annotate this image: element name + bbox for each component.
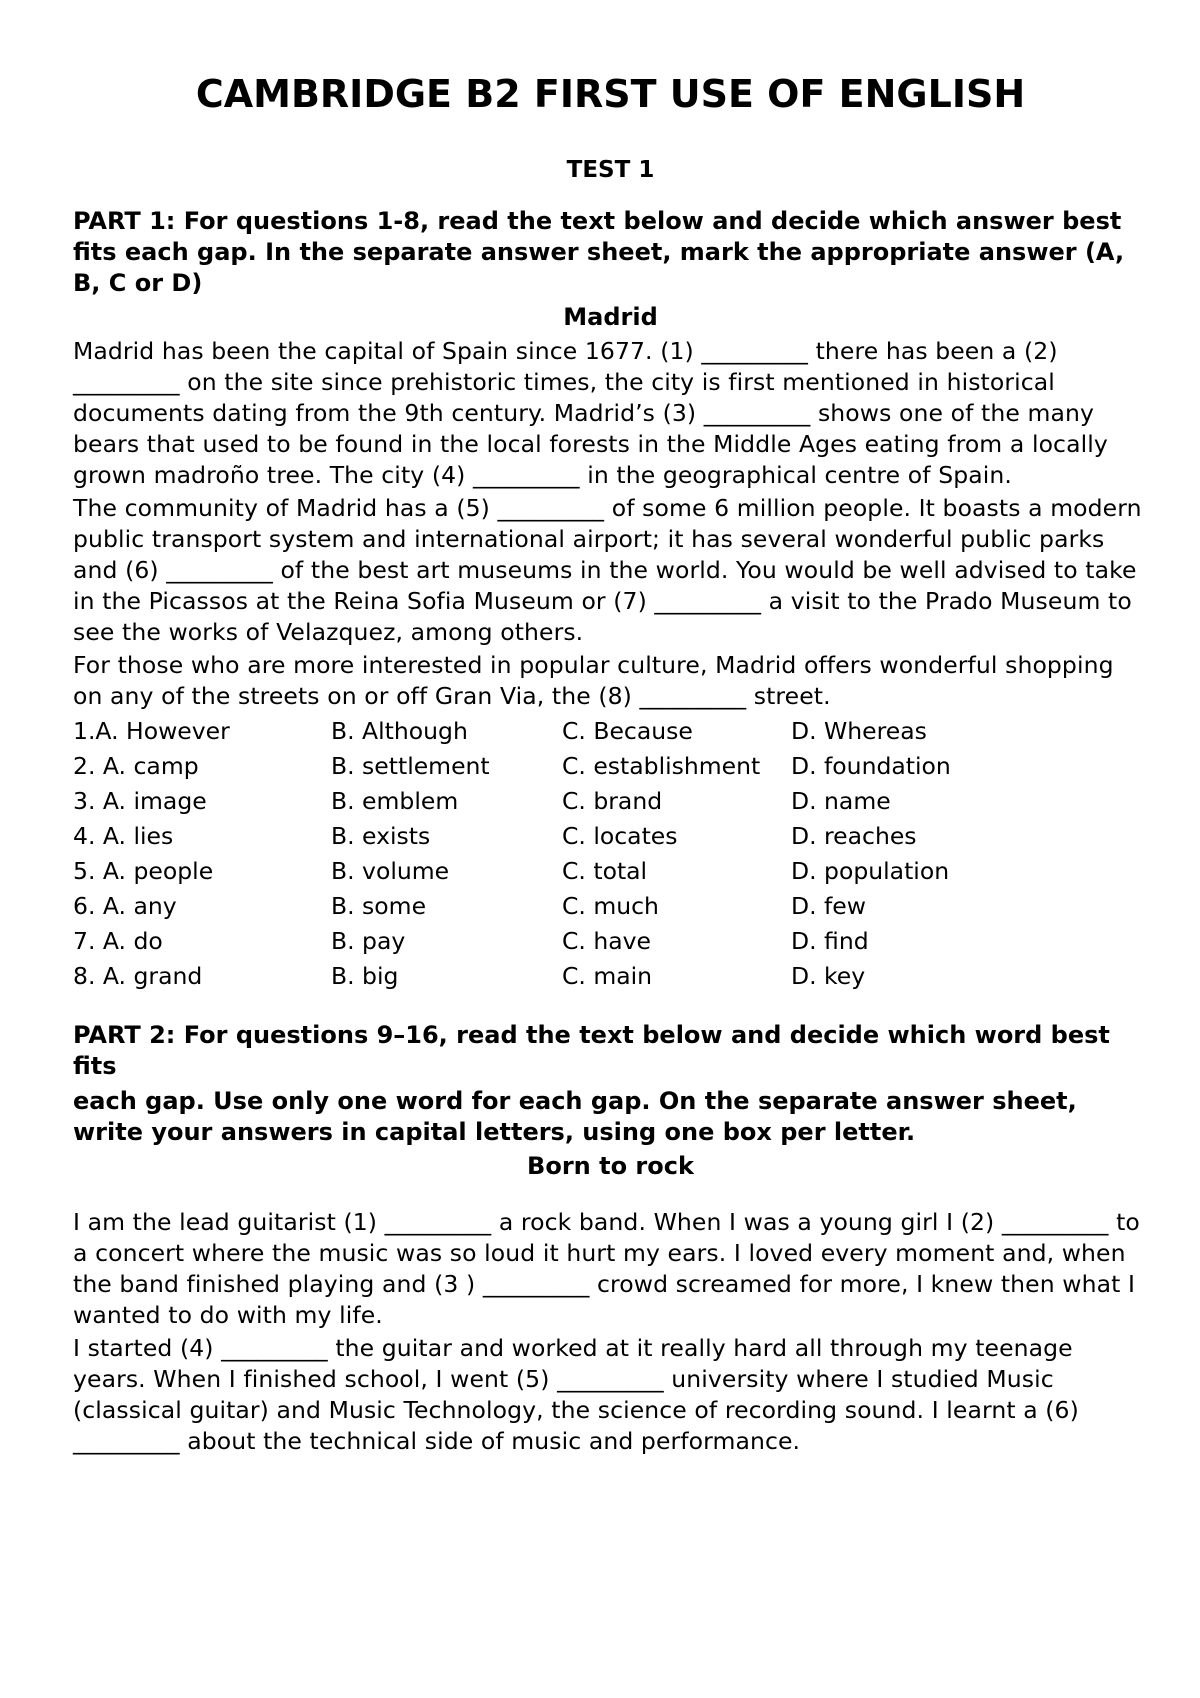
options-row-4 bbox=[73, 819, 1140, 854]
option-7d: D. find bbox=[791, 927, 869, 955]
option-7b: B. pay bbox=[331, 927, 406, 955]
option-4d: D. reaches bbox=[791, 822, 917, 850]
part2-instructions-line-2: each gap. Use only one word for each gap. On the separate answer sheet, write your answers in capital letters, using one box per letter. bbox=[73, 1087, 1077, 1146]
option-1a: 1.A. However bbox=[73, 717, 230, 745]
part1-paragraph-2: The community of Madrid has a (5) _________ of some 6 million people. It boasts a modern public transport system and international airport; it has several wonderful public parks and (6) _________ of the best art museums in the world. You would be well advised to take in the Picassos at the Reina Sofia Museum or (7) _________ a visit to the Prado Museum to see the works of Velazquez, among others. bbox=[73, 494, 1142, 646]
option-8c: C. main bbox=[562, 962, 653, 990]
option-1b: B. Although bbox=[331, 717, 468, 745]
part2-instructions-line-1: PART 2: For questions 9–16, read the text below and decide which word best fits bbox=[73, 1021, 1110, 1080]
option-6a: 6. A. any bbox=[73, 892, 177, 920]
part1-section bbox=[73, 206, 1140, 994]
options-row-7 bbox=[73, 924, 1140, 959]
option-2d: D. foundation bbox=[791, 752, 951, 780]
options-row-8 bbox=[73, 959, 1140, 994]
option-5d: D. population bbox=[791, 857, 950, 885]
option-2a: 2. A. camp bbox=[73, 752, 199, 780]
option-2c: C. establishment bbox=[562, 752, 761, 780]
option-4b: B. exists bbox=[331, 822, 431, 850]
part1-text-title: Madrid bbox=[563, 303, 658, 331]
option-4c: C. locates bbox=[562, 822, 678, 850]
part2-paragraph-1: I am the lead guitarist (1) _________ a rock band. When I was a young girl I (2) _________ to a concert where the music was so loud it hurt my ears. I loved every moment and, when the band finished playing and (3 ) _________ crowd screamed for more, I knew then what I wanted to do with my life. bbox=[73, 1208, 1140, 1329]
options-row-6 bbox=[73, 889, 1140, 924]
option-8b: B. big bbox=[331, 962, 399, 990]
part1-paragraph-3: For those who are more interested in popular culture, Madrid offers wonderful shopping on any of the streets on or off Gran Via, the (8) _________ street. bbox=[73, 651, 1114, 710]
option-1c: C. Because bbox=[562, 717, 693, 745]
option-8d: D. key bbox=[791, 962, 866, 990]
option-5b: B. volume bbox=[331, 857, 450, 885]
options-row-1 bbox=[73, 714, 1140, 749]
option-6c: C. much bbox=[562, 892, 659, 920]
options-row-5 bbox=[73, 854, 1140, 889]
option-3a: 3. A. image bbox=[73, 787, 207, 815]
document-title: CAMBRIDGE B2 FIRST USE OF ENGLISH bbox=[195, 72, 1026, 116]
option-5a: 5. A. people bbox=[73, 857, 214, 885]
test-heading: TEST 1 bbox=[566, 157, 655, 183]
options-row-2 bbox=[73, 749, 1140, 784]
option-1d: D. Whereas bbox=[791, 717, 927, 745]
option-3c: C. brand bbox=[562, 787, 663, 815]
answer-options bbox=[73, 714, 1140, 994]
option-3d: D. name bbox=[791, 787, 891, 815]
option-5c: C. total bbox=[562, 857, 648, 885]
part1-instructions: PART 1: For questions 1-8, read the text below and decide which answer best fits each gap. In the separate answer sheet, mark the appropriate answer (A, B, C or D) bbox=[73, 207, 1125, 297]
option-8a: 8. A. grand bbox=[73, 962, 203, 990]
option-3b: B. emblem bbox=[331, 787, 459, 815]
option-7a: 7. A. do bbox=[73, 927, 163, 955]
part1-paragraph-1: Madrid has been the capital of Spain since 1677. (1) _________ there has been a (2) _________ on the site since prehistoric times, the city is first mentioned in historical documents dating from the 9th century. Madrid’s (3) _________ shows one of the many bears that used to be found in the local forests in the Middle Ages eating from a locally grown madroño tree. The city (4) _________ in the geographical centre of Spain. bbox=[73, 337, 1108, 489]
option-2b: B. settlement bbox=[331, 752, 490, 780]
options-row-3 bbox=[73, 784, 1140, 819]
part2-text-title: Born to rock bbox=[527, 1152, 694, 1180]
option-4a: 4. A. lies bbox=[73, 822, 174, 850]
option-7c: C. have bbox=[562, 927, 652, 955]
part2-paragraph-2: I started (4) _________ the guitar and worked at it really hard all through my teenage years. When I finished school, I went (5) _________ university where I studied Music (classical guitar) and Music Technology, the science of recording sound. I learnt a (6) _________ about the technical side of music and performance. bbox=[73, 1334, 1079, 1455]
part2-section bbox=[73, 1020, 1140, 1457]
option-6d: D. few bbox=[791, 892, 866, 920]
option-6b: B. some bbox=[331, 892, 427, 920]
